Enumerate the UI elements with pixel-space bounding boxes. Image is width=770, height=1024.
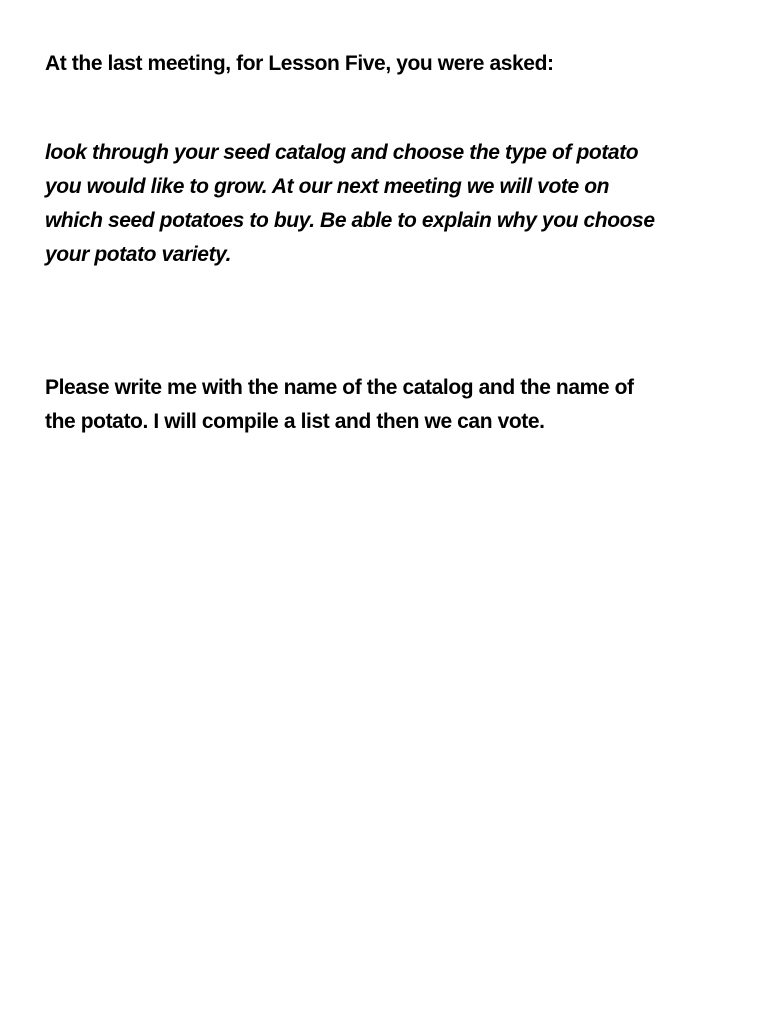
assignment-text [45,136,725,272]
instructions-text [45,371,725,439]
assignment-line: you would like to grow. At our next meeting we will vote on [45,175,610,198]
assignment-line: your potato variety. [45,243,232,266]
instruction-line: Please write me with the name of the catalog and the name of [45,376,634,399]
assignment-line: look through your seed catalog and choose the type of potato [45,141,639,164]
heading-line: At the last meeting, for Lesson Five, you were asked: [45,52,554,75]
instruction-line: the potato. I will compile a list and then we can vote. [45,410,545,433]
lesson-heading [45,47,725,81]
assignment-line: which seed potatoes to buy. Be able to explain why you choose [45,209,655,232]
